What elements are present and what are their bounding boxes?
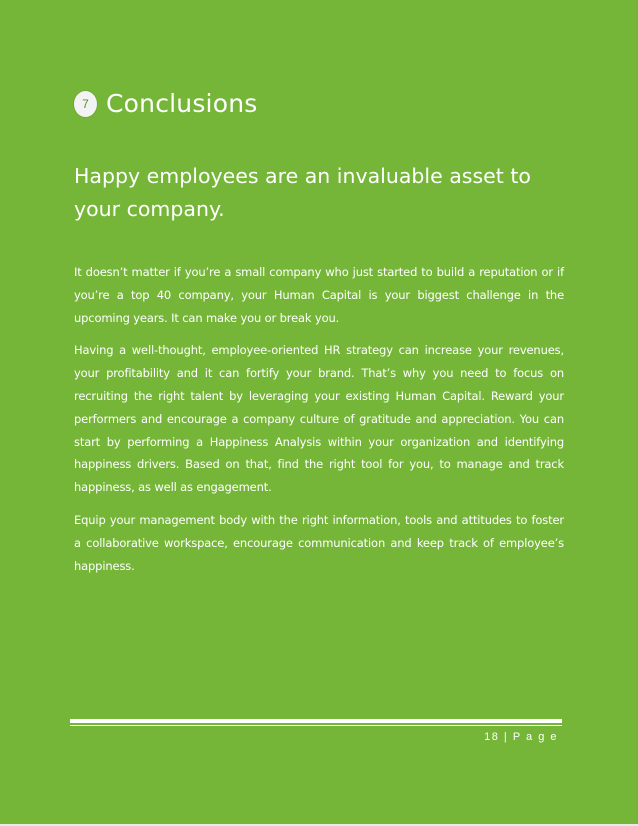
section-heading <box>74 86 257 122</box>
body-text <box>74 261 564 587</box>
paragraph-3: Equip your management body with the right information, tools and attitudes to foster a collaborative workspace, encourage communication and keep track of employee’s happiness. <box>74 512 564 573</box>
section-title: Conclusions <box>106 89 258 118</box>
footer-divider <box>70 719 562 723</box>
subtitle: Happy employees are an invaluable asset to your company. <box>74 164 531 221</box>
paragraph-1: It doesn’t matter if you’re a small company who just started to build a reputation or if you’re a top 40 company, your Human Capital is your biggest challenge in the upcoming years. It can make you or break you. <box>74 265 564 325</box>
footer-divider-thin <box>70 725 562 726</box>
section-number-badge: 7 <box>74 91 97 117</box>
paragraph-2: Having a well-thought, employee-oriented HR strategy can increase your revenues, your profitability and it can fortify your brand. That’s why you need to focus on recruiting the right talent by leveraging your existing Human Capital. Reward your performers and encourage a company culture of gratitude and appreciation. You can start by performing a Happiness Analysis within your organization and identifying happiness drivers. Based on that, find the right tool for you, to manage and track happiness, as well as engagement. <box>74 343 564 495</box>
page-number: 18 | P a g e <box>484 731 558 743</box>
